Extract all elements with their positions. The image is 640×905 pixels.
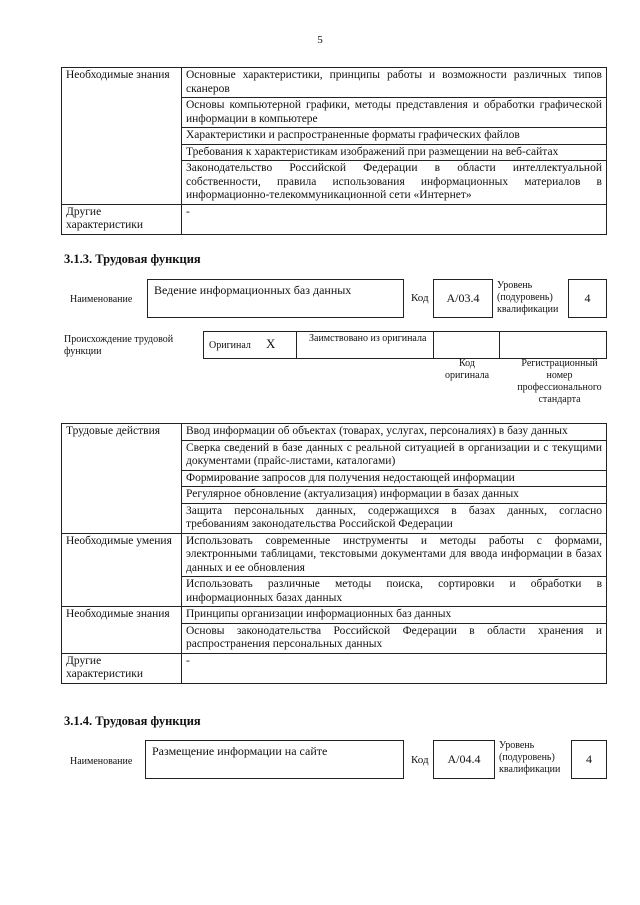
code-field: A/03.4	[433, 279, 493, 318]
origin-label: Происхождение трудовой функции	[64, 334, 174, 357]
code-field-314: A/04.4	[433, 740, 495, 779]
row-item: Ввод информации об объектах (товарах, услугах, персоналиях) в базу данных	[182, 424, 607, 441]
original-mark: X	[266, 336, 276, 351]
code-label: Код	[411, 292, 429, 304]
level-label: Уровень (подуровень) квалификации	[497, 280, 559, 315]
function-313-table	[61, 423, 607, 684]
row-item: Основы законодательства Российской Федерации в области хранения и распространения персональных данных	[182, 623, 607, 653]
row-item: Защита персональных данных, содержащихся в базах данных, согласно требованиям законодательства Российской Федерации	[182, 503, 607, 533]
row-label: Необходимые знания	[62, 68, 182, 205]
row-label: Другие характеристики	[62, 204, 182, 234]
row-item: Сверка сведений в базе данных с реальной ситуацией в организации и с текущими документами (прайс-листами, каталогами)	[182, 440, 607, 470]
level-field: 4	[568, 279, 607, 318]
row-item: Регулярное обновление (актуализация) информации в базах данных	[182, 487, 607, 504]
row-item: -	[182, 653, 607, 683]
name-label-314: Наименование	[70, 756, 133, 767]
code-original-label: Код оригинала	[444, 358, 490, 381]
name-label: Наименование	[70, 294, 133, 305]
table-row	[62, 533, 607, 577]
row-item: Формирование запросов для получения недостающей информации	[182, 470, 607, 487]
row-item: Использовать различные методы поиска, сортировки и обработки в информационных базах данных	[182, 577, 607, 607]
level-label-314: Уровень (подуровень) квалификации	[499, 740, 561, 775]
row-item: Использовать современные инструменты и методы работы с формами, электронными таблицами, текстовыми документами для ввода информации в базах данных и ее обновления	[182, 533, 607, 577]
row-item: -	[182, 204, 607, 234]
row-label: Необходимые умения	[62, 533, 182, 607]
table-row	[62, 607, 607, 624]
row-item: Основные характеристики, принципы работы и возможности различных типов сканеров	[182, 68, 607, 98]
knowledge-table	[61, 67, 607, 235]
reg-number-label: Регистрационный номер профессионального стандарта	[517, 358, 602, 405]
table-row	[62, 68, 607, 98]
function-name-field: Ведение информационных баз данных	[147, 279, 404, 318]
page-number: 5	[317, 34, 323, 46]
table-row	[62, 424, 607, 441]
section-title-314: 3.1.4. Трудовая функция	[64, 714, 201, 728]
level-field-314: 4	[571, 740, 607, 779]
row-item: Характеристики и распространенные форматы графических файлов	[182, 128, 607, 145]
row-item: Требования к характеристикам изображений при размещении на веб-сайтах	[182, 144, 607, 161]
section-title-313: 3.1.3. Трудовая функция	[64, 252, 201, 266]
table-row	[62, 204, 607, 234]
original-label: Оригинал	[209, 340, 251, 351]
borrowed-label: Заимствовано из оригинала	[309, 333, 427, 344]
row-item: Законодательство Российской Федерации в области интеллектуальной собственности, правила использования информационных материалов в информационно-телекоммуникационной сети «Интернет»	[182, 161, 607, 205]
table-row	[62, 653, 607, 683]
function-name-field-314: Размещение информации на сайте	[145, 740, 404, 779]
row-label: Необходимые знания	[62, 607, 182, 654]
code-label-314: Код	[411, 754, 429, 766]
row-item: Основы компьютерной графики, методы представления и обработки графической информации в компьютере	[182, 98, 607, 128]
row-label: Другие характеристики	[62, 653, 182, 683]
row-label: Трудовые действия	[62, 424, 182, 534]
row-item: Принципы организации информационных баз данных	[182, 607, 607, 624]
